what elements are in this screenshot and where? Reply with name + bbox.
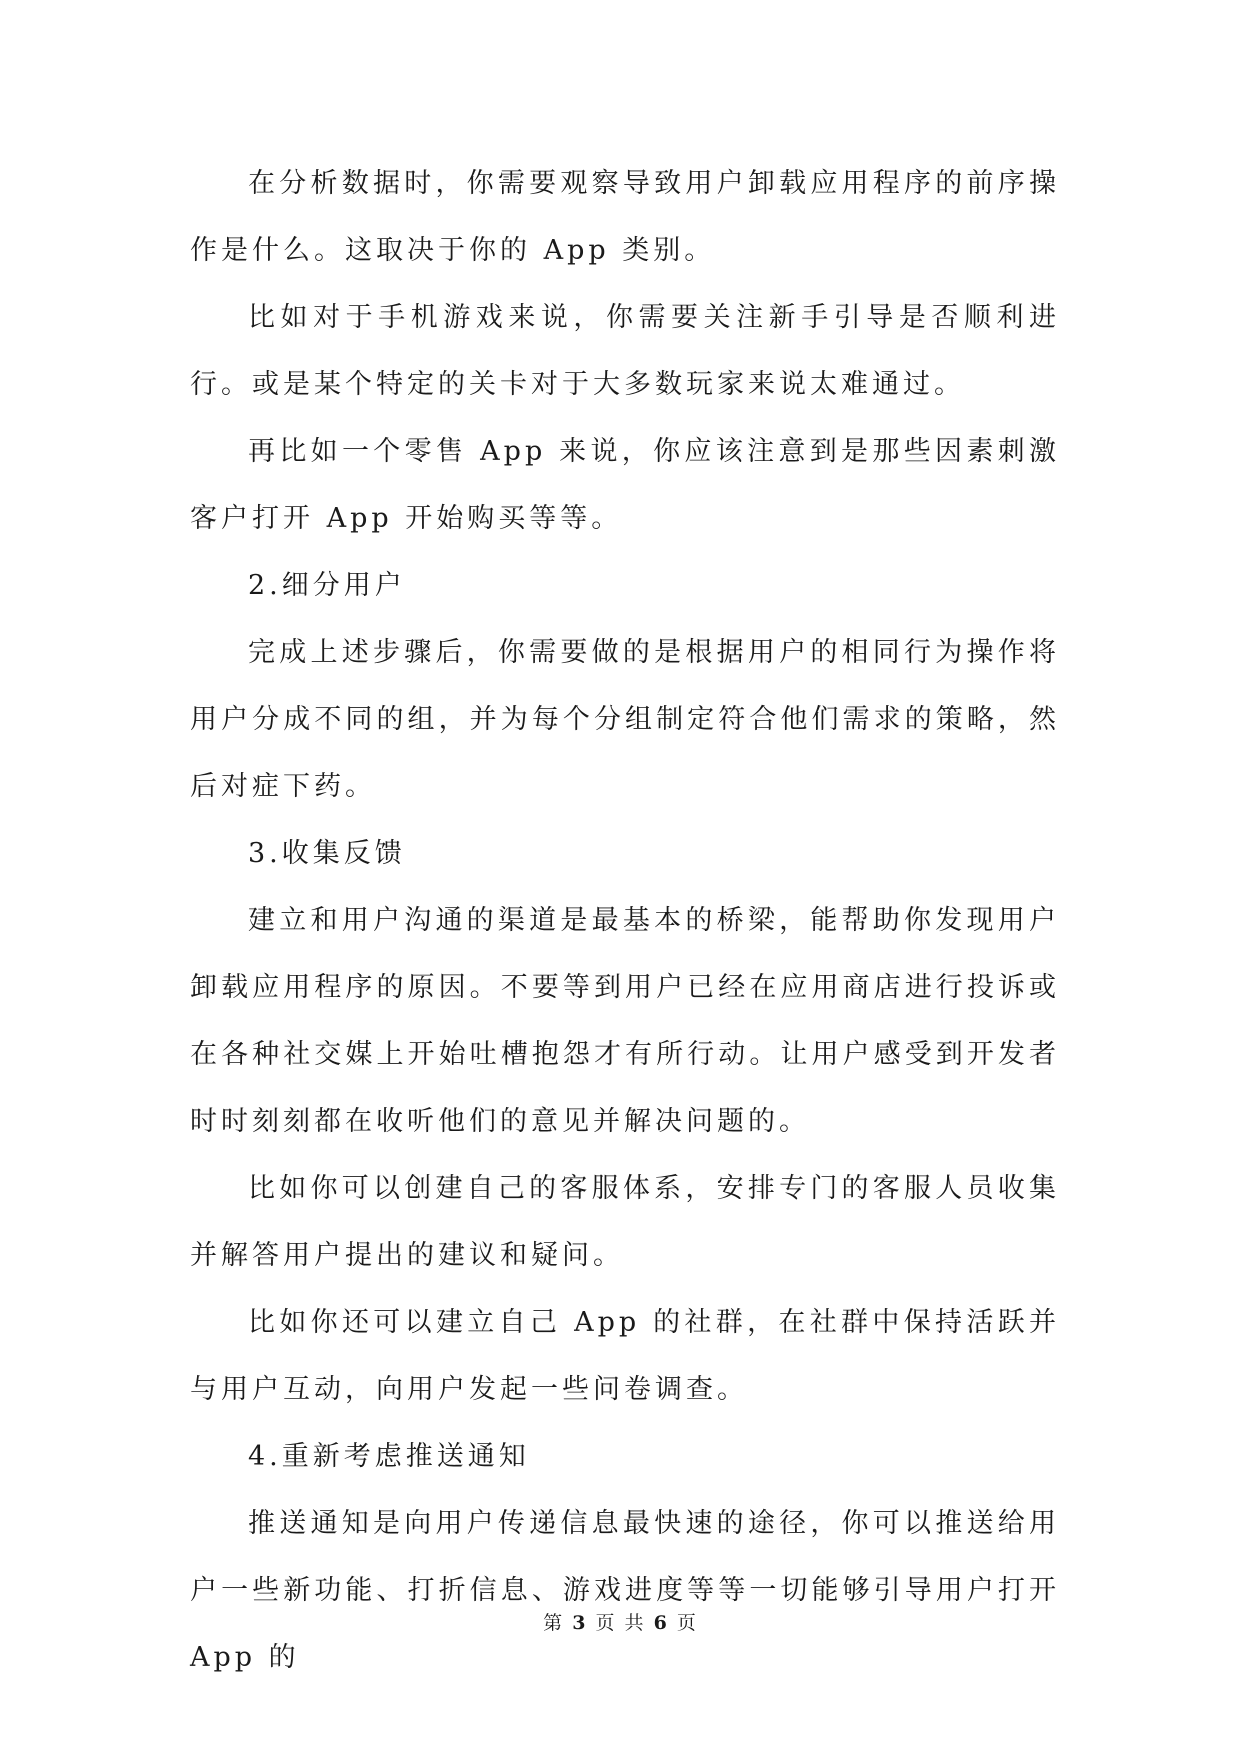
section-heading-3: 3.收集反馈: [248, 838, 406, 869]
paragraph-5: 建立和用户沟通的渠道是最基本的桥梁，能帮助你发现用户卸载应用程序的原因。不要等到用户已经在应用商店进行投诉或在各种社交媒上开始吐槽抱怨才有所行动。让用户感受到开发者时时刻刻都在收听他们的意见并解决问题的。: [190, 905, 1060, 1137]
paragraph-6: 比如你可以创建自己的客服体系，安排专门的客服人员收集并解答用户提出的建议和疑问。: [190, 1173, 1060, 1271]
footer-suffix: 页: [676, 1612, 698, 1634]
section-heading-4: 4.重新考虑推送通知: [248, 1441, 530, 1472]
paragraph-7: 比如你还可以建立自己 App 的社群，在社群中保持活跃并与用户互动，向用户发起一些问卷调查。: [190, 1307, 1060, 1405]
paragraph-4: 完成上述步骤后，你需要做的是根据用户的相同行为操作将用户分成不同的组，并为每个分组制定符合他们需求的策略，然后对症下药。: [190, 637, 1060, 802]
page-footer: [0, 1608, 1241, 1635]
section-heading-2: 2.细分用户: [248, 570, 406, 601]
footer-middle: 页 共: [595, 1612, 646, 1634]
paragraph-1: 在分析数据时，你需要观察导致用户卸载应用程序的前序操作是什么。这取决于你的 App 类别。: [190, 168, 1060, 266]
paragraph-3: 再比如一个零售 App 来说，你应该注意到是那些因素刺激客户打开 App 开始购买等等。: [190, 436, 1060, 534]
document-body: [190, 150, 1060, 1691]
total-page-number: 6: [653, 1612, 669, 1634]
paragraph-8: 推送通知是向用户传递信息最快速的途径，你可以推送给用户一些新功能、打折信息、游戏进度等等一切能够引导用户打开 App 的: [190, 1508, 1060, 1673]
paragraph-2: 比如对于手机游戏来说，你需要关注新手引导是否顺利进行。或是某个特定的关卡对于大多数玩家来说太难通过。: [190, 302, 1060, 400]
current-page-number: 3: [572, 1612, 588, 1634]
footer-prefix: 第: [543, 1612, 565, 1634]
